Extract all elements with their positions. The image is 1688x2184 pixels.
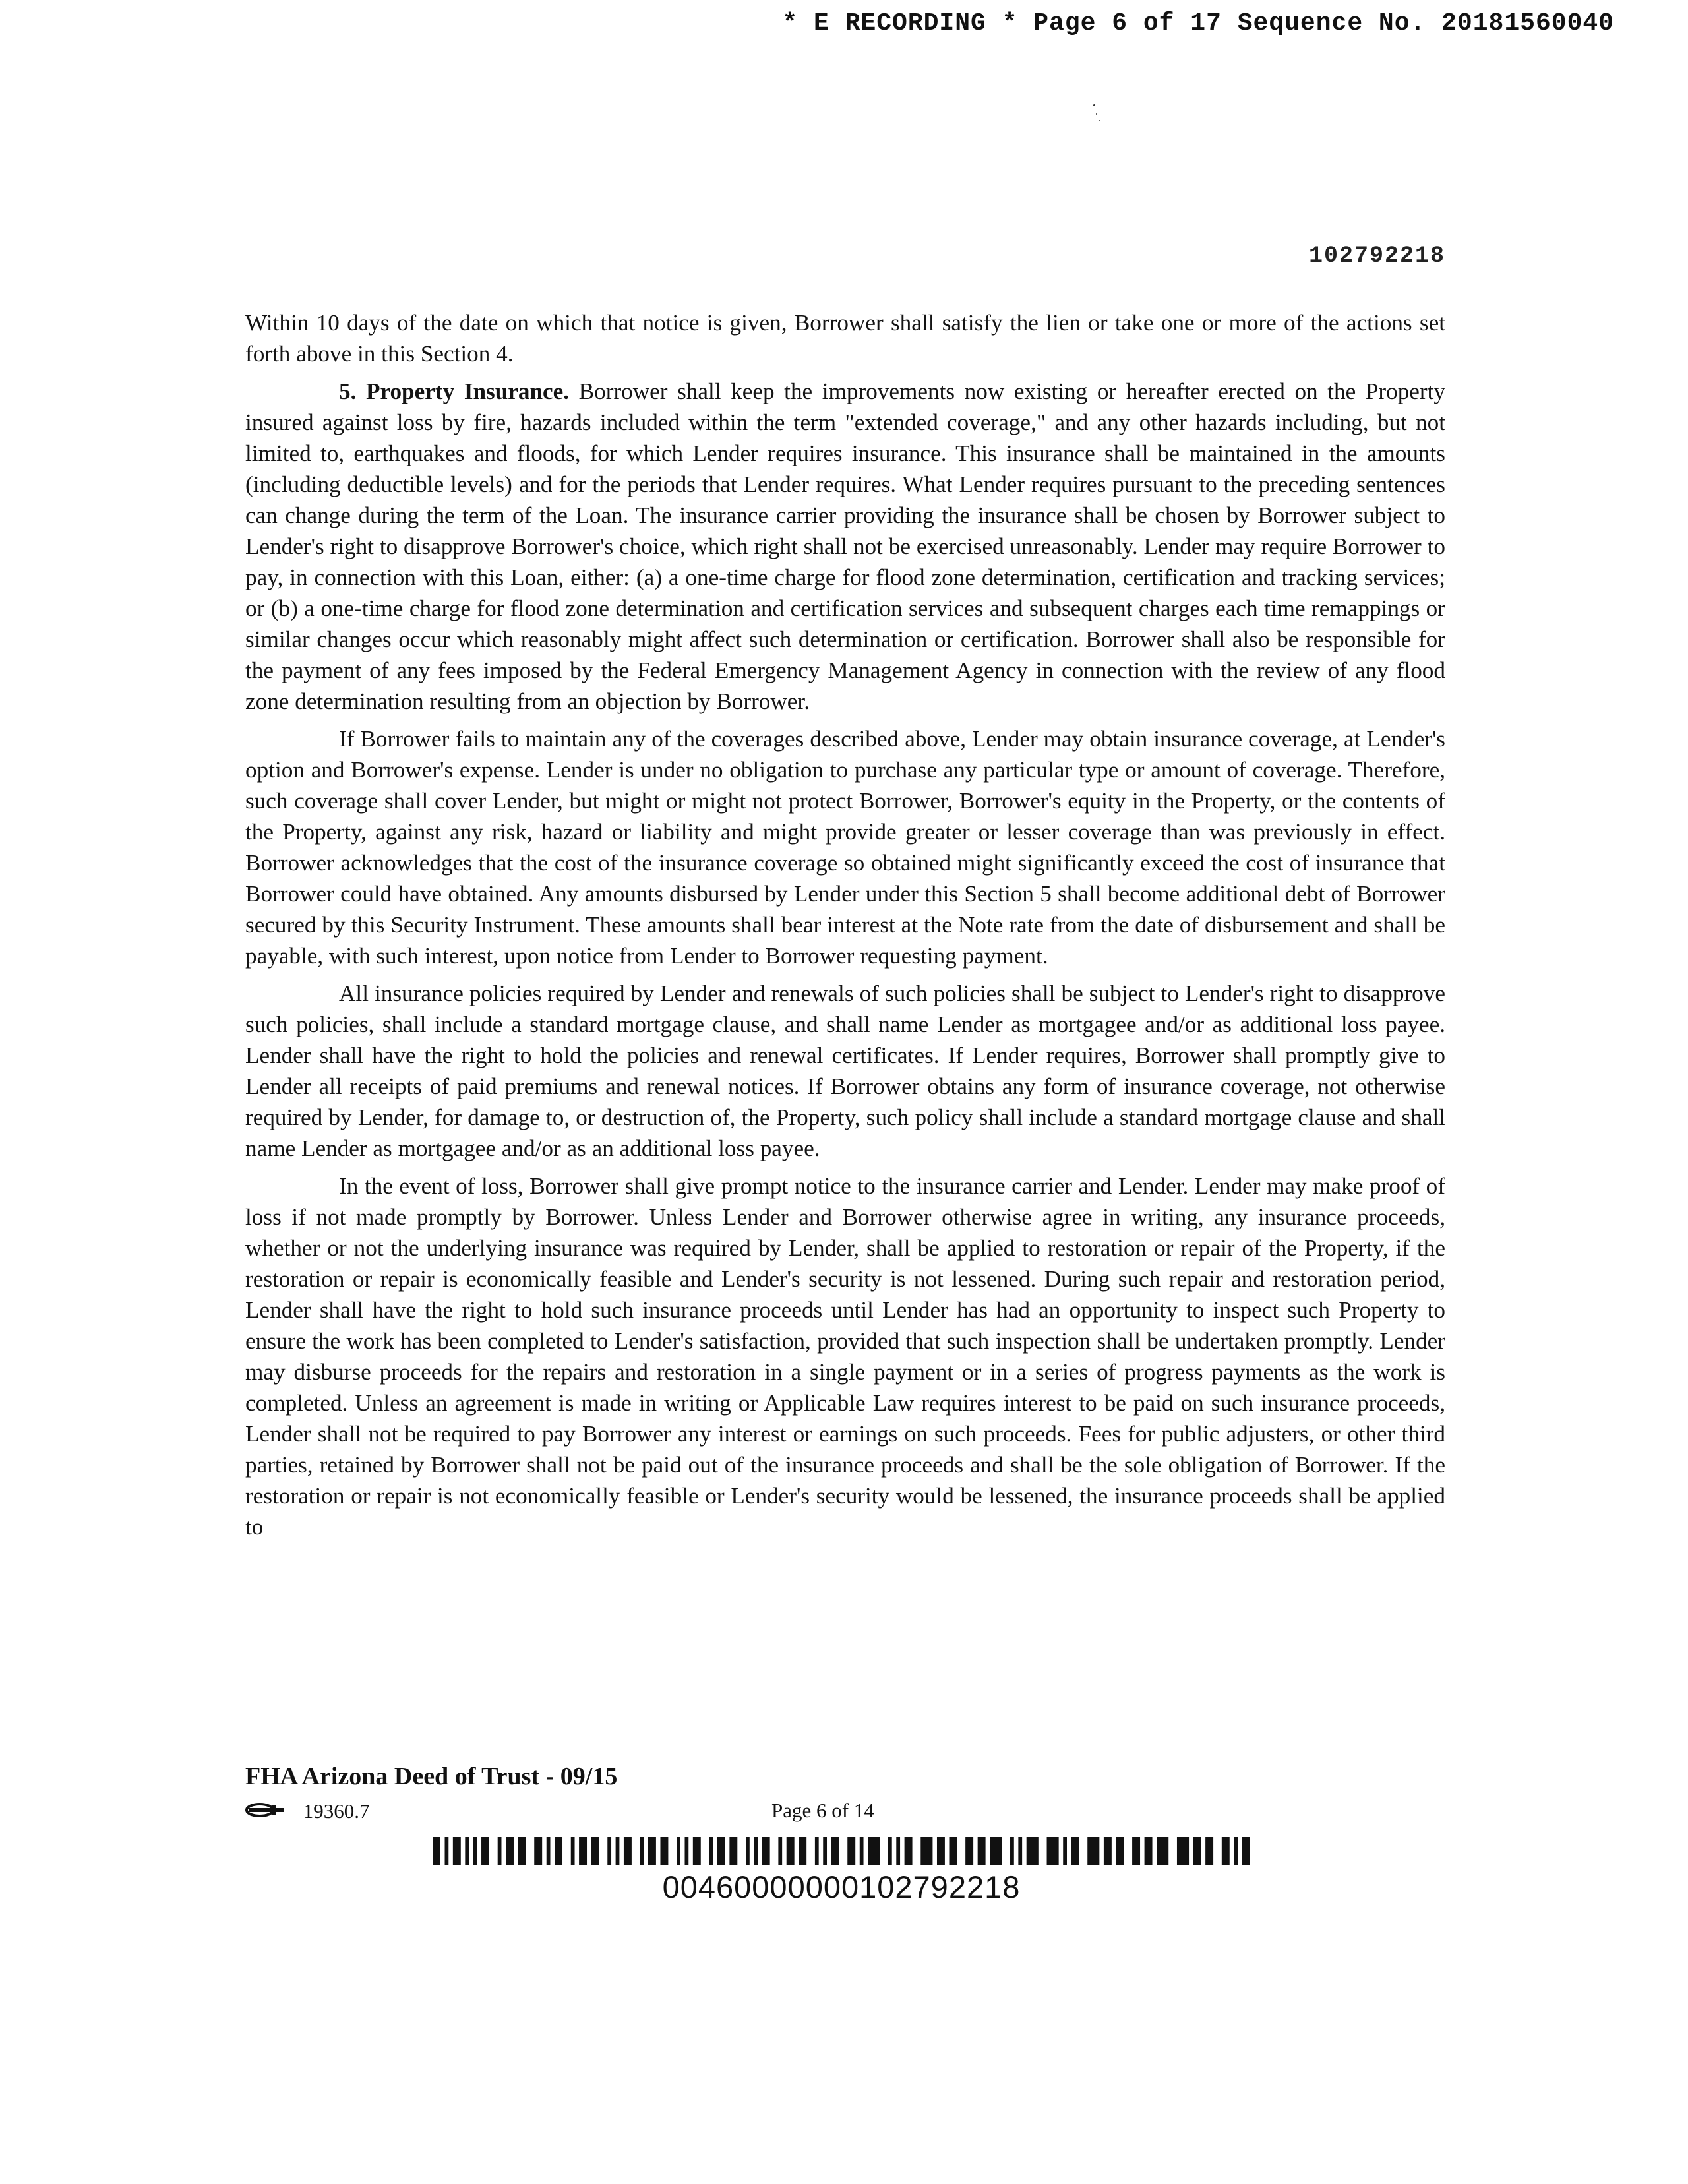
paragraph-event-of-loss: In the event of loss, Borrower shall give prompt notice to the insurance carrier and Lender. Lender may make proof of loss if not made promptly by Borrower. Unless Lender and Borrower otherwise agree in writing, any insurance proceeds, whether or not the underlying insurance was required by Lender, shall be applied to restoration or repair of the Property, if the restoration or repair is economically feasible and Lender's security is not lessened. During such repair and restoration period, Lender shall have the right to hold such insurance proceeds until Lender has had an opportunity to inspect such Property to ensure the work has been completed to Lender's satisfaction, provided that such inspection shall be undertaken promptly. Lender may disburse proceeds for the repairs and restoration in a single payment or in a series of progress payments as the work is completed. Unless an agreement is made in writing or Applicable Law requires interest to be paid on such insurance proceeds, Lender shall not be required to pay Borrower any interest or earnings on such proceeds. Fees for public adjusters, or other third parties, retained by Borrower shall not be paid out of the insurance proceeds and shall be the sole obligation of Borrower. If the restoration or repair is not economically feasible or Lender's security would be lessened, the insurance proceeds shall be applied to	[245, 1173, 1445, 1540]
barcode-bar	[506, 1837, 514, 1865]
scan-speck	[1099, 120, 1100, 121]
form-number: 19360.7	[303, 1799, 370, 1823]
barcode-bar	[1047, 1837, 1059, 1865]
barcode-bar	[534, 1837, 542, 1865]
barcode-bar	[591, 1837, 599, 1865]
barcode-bar	[815, 1837, 819, 1865]
barcode-bar	[607, 1837, 611, 1865]
barcode-bar	[831, 1837, 839, 1865]
section-heading: 5. Property Insurance.	[339, 379, 570, 404]
barcode-bar	[640, 1837, 644, 1865]
barcode-bar	[571, 1837, 575, 1865]
barcode-bar	[1193, 1837, 1201, 1865]
barcode-bar	[693, 1837, 701, 1865]
barcode-bar	[1177, 1837, 1189, 1865]
barcode-bar	[1087, 1837, 1099, 1865]
barcode-bar	[465, 1837, 469, 1865]
barcode-bar	[1145, 1837, 1153, 1865]
paragraph-insurance-policies: All insurance policies required by Lender and renewals of such policies shall be subject to Lender's right to disapprove such policies, shall include a standard mortgage clause, and shall name Lender as mortgagee and/or as additional loss payee. Lender shall have the right to hold the policies and renewal certificates. If Lender requires, Borrower shall promptly give to Lender all receipts of paid premiums and renewal notices. If Borrower obtains any form of insurance coverage, not otherwise required by Lender, for damage to, or destruction of, the Property, such policy shall include a standard mortgage clause and shall name Lender as mortgagee and/or as an additional loss payee.	[245, 981, 1445, 1161]
form-id-row	[245, 1798, 370, 1823]
barcode-bar	[799, 1837, 806, 1865]
barcode-bar	[762, 1837, 770, 1865]
paragraph-lender-coverage: If Borrower fails to maintain any of the coverages described above, Lender may obtain insurance coverage, at Lender's option and Borrower's expense. Lender is under no obligation to purchase any particular type or amount of coverage. Therefore, such coverage shall cover Lender, but might or might not protect Borrower, Borrower's equity in the Property, or the contents of the Property, against any risk, hazard or liability and might provide greater or lesser coverage than was previously in effect. Borrower acknowledges that the cost of the insurance coverage so obtained might significantly exceed the cost of insurance that Borrower could have obtained. Any amounts disbursed by Lender under this Section 5 shall become additional debt of Borrower secured by this Security Instrument. These amounts shall bear interest at the Note rate from the date of disbursement and shall be payable, with such interest, upon notice from Lender to Borrower requesting payment.	[245, 726, 1445, 969]
paragraph-text: Borrower shall keep the improvements now existing or hereafter erected on the Property insured against loss by fire, hazards included within the term "extended coverage," and any other hazards including, but not limited to, earthquakes and floods, for which Lender requires insurance. This insurance shall be maintained in the amounts (including deductible levels) and for the periods that Lender requires. What Lender requires pursuant to the preceding sentences can change during the term of the Loan. The insurance carrier providing the insurance shall be chosen by Borrower subject to Lender's right to disapprove Borrower's choice, which right shall not be exercised unreasonably. Lender may require Borrower to pay, in connection with this Loan, either: (a) a one-time charge for flood zone determination, certification and tracking services; or (b) a one-time charge for flood zone determination and certification services and subsequent charges each time remappings or similar changes occur which reasonably might affect such determination or certification. Borrower shall also be responsible for the payment of any fees imposed by the Federal Emergency Management Agency in connection with the review of any flood zone determination resulting from an objection by Borrower.	[245, 379, 1445, 714]
page-indicator: Page 6 of 14	[771, 1799, 874, 1822]
barcode-bar	[481, 1837, 489, 1865]
barcode-bar	[1116, 1837, 1124, 1865]
paragraph-lien-notice: Within 10 days of the date on which that notice is given, Borrower shall satisfy the lien or take one or more of the actions set forth above in this Section 4.	[245, 310, 1445, 367]
barcode-bar	[445, 1837, 449, 1865]
barcode-bar	[1157, 1837, 1168, 1865]
barcode-bar	[847, 1837, 855, 1865]
barcode-bar	[729, 1837, 737, 1865]
barcode-bar	[648, 1837, 656, 1865]
barcode-bar	[1205, 1837, 1213, 1865]
barcode-bar	[978, 1837, 986, 1865]
barcode-bar	[555, 1837, 562, 1865]
barcode-bar	[888, 1837, 892, 1865]
barcode-bar	[905, 1837, 913, 1865]
barcode-number: 00460000000102792218	[662, 1869, 1021, 1904]
barcode-bar	[1027, 1837, 1039, 1865]
barcode-bar	[754, 1837, 758, 1865]
paragraph-property-insurance	[245, 376, 1445, 717]
barcode-bar	[949, 1837, 957, 1865]
scan-speck	[1093, 104, 1095, 106]
barcode-bar	[860, 1837, 864, 1865]
barcode-bar	[965, 1837, 973, 1865]
barcode-bar	[616, 1837, 620, 1865]
barcode-bar	[746, 1837, 750, 1865]
barcode-bar	[868, 1837, 880, 1865]
barcode-bar	[498, 1837, 502, 1865]
barcode-bar	[473, 1837, 477, 1865]
barcode-bar	[937, 1837, 945, 1865]
barcode-bar	[1104, 1837, 1112, 1865]
barcode-bar	[990, 1837, 1002, 1865]
barcode-bar	[1010, 1837, 1014, 1865]
barcode-bar	[433, 1837, 440, 1865]
recording-header: * E RECORDING * Page 6 of 17 Sequence No. 20181560040	[782, 9, 1614, 38]
barcode-bar	[1071, 1837, 1079, 1865]
barcode-bar	[660, 1837, 668, 1865]
barcode-bar	[1222, 1837, 1230, 1865]
barcode-bar	[717, 1837, 725, 1865]
barcode-bar	[896, 1837, 900, 1865]
barcode-bar	[518, 1837, 526, 1865]
barcode	[433, 1837, 1250, 1865]
barcode-bar	[624, 1837, 632, 1865]
barcode-bar	[684, 1837, 688, 1865]
document-body	[245, 307, 1445, 1549]
document-system-logo-icon	[245, 1800, 284, 1823]
barcode-bar	[677, 1837, 680, 1865]
barcode-bar	[1242, 1837, 1250, 1865]
barcode-bar	[823, 1837, 827, 1865]
barcode-bar	[787, 1837, 795, 1865]
scan-speck	[1096, 113, 1097, 115]
barcode-bar	[709, 1837, 713, 1865]
barcode-bar	[453, 1837, 461, 1865]
barcode-bar	[778, 1837, 782, 1865]
barcode-bar	[547, 1837, 551, 1865]
barcode-bar	[1132, 1837, 1140, 1865]
barcode-bar	[1063, 1837, 1067, 1865]
barcode-bar	[1234, 1837, 1238, 1865]
loan-number: 102792218	[1308, 243, 1445, 269]
barcode-bar	[579, 1837, 587, 1865]
form-title: FHA Arizona Deed of Trust - 09/15	[245, 1763, 618, 1790]
barcode-bar	[1018, 1837, 1022, 1865]
barcode-bar	[920, 1837, 932, 1865]
